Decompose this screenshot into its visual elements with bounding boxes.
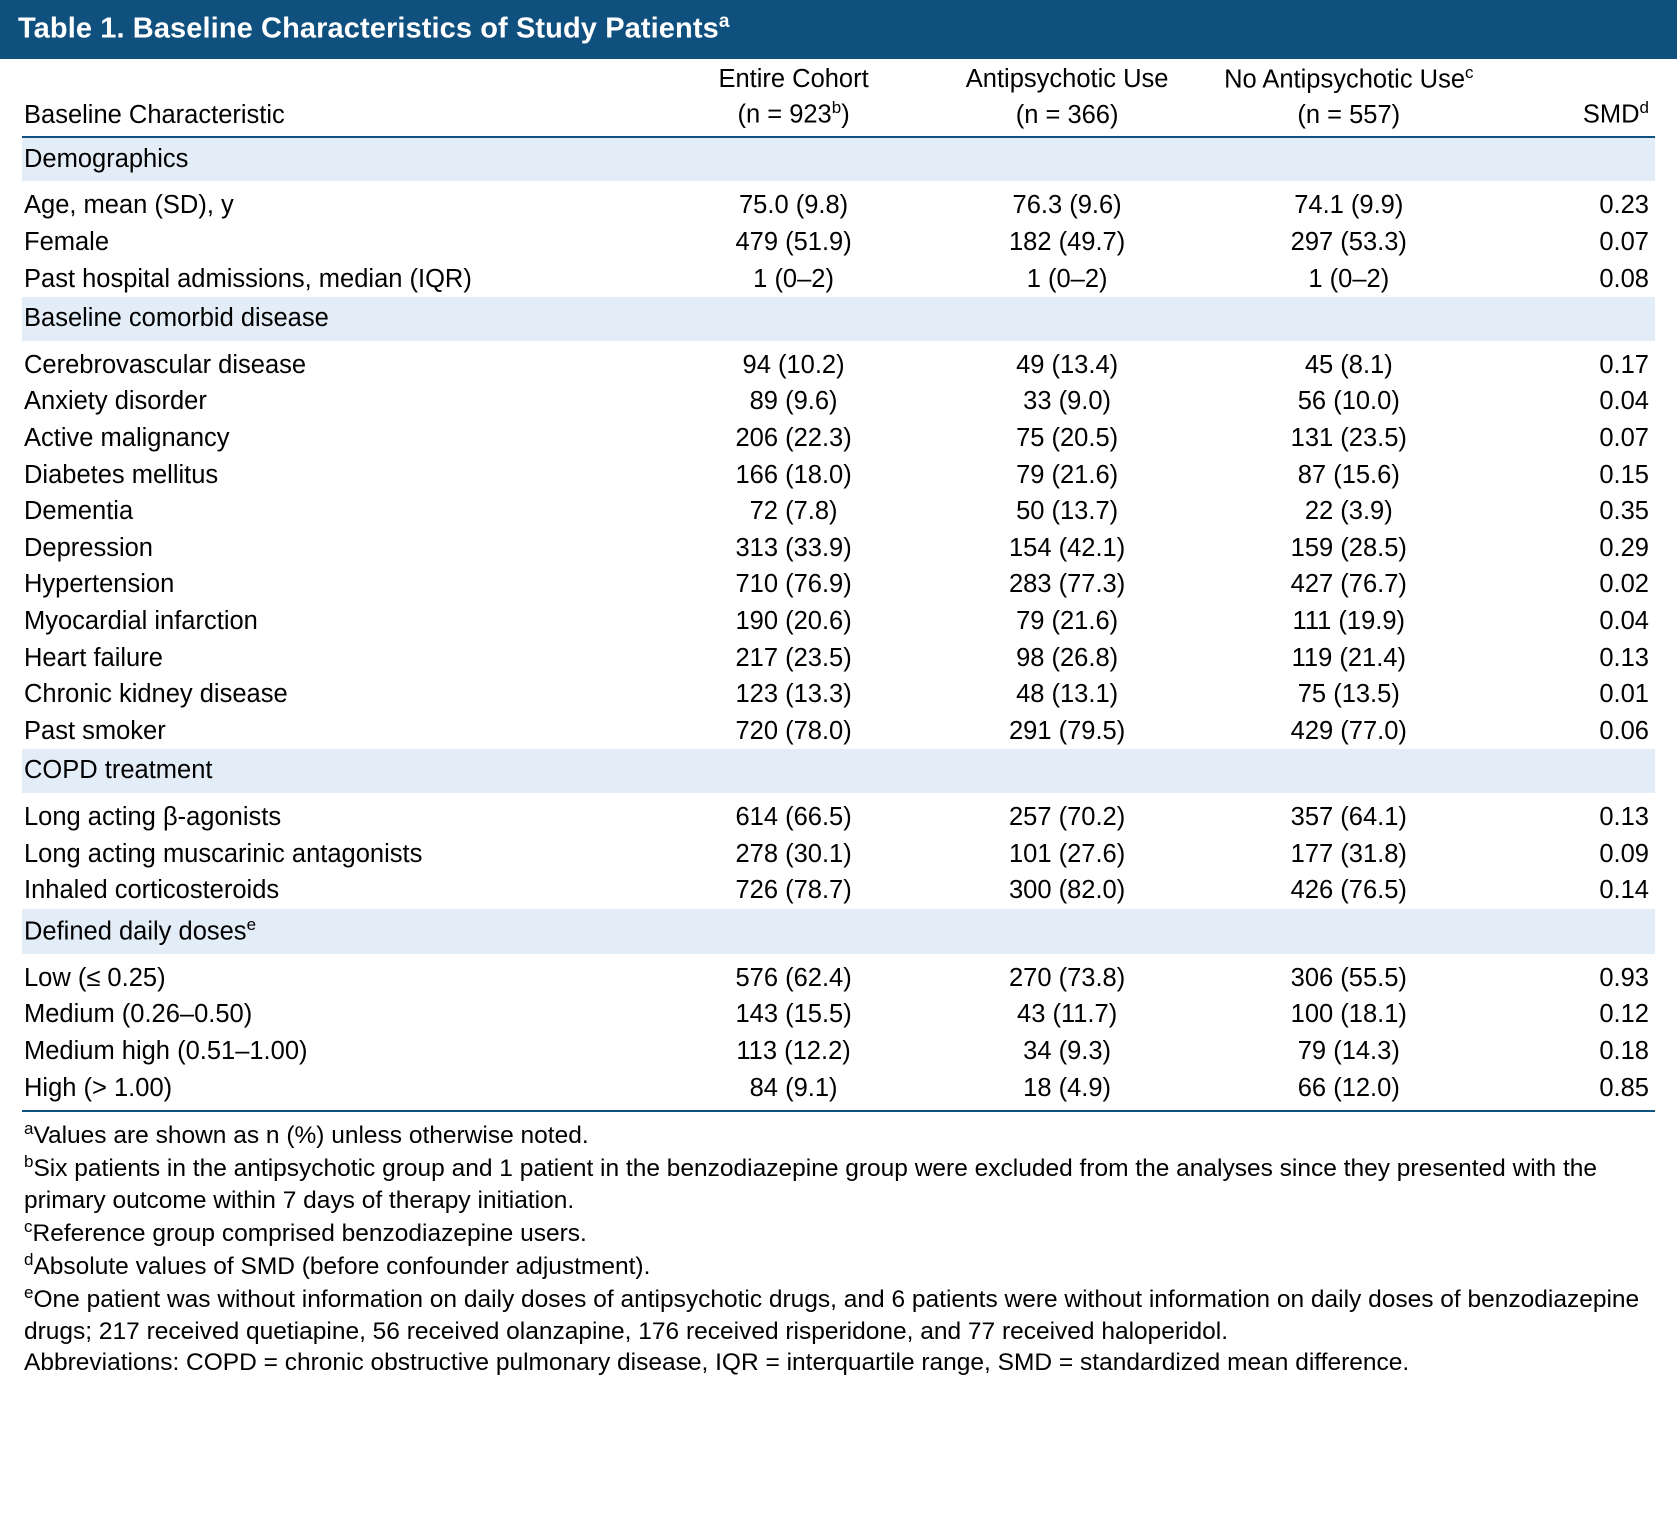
row-entire-cohort: 190 (20.6) (735, 606, 852, 635)
footnote (24, 1151, 1653, 1215)
row-antipsychotic-use: 300 (82.0) (1008, 876, 1126, 905)
footnote-marker: c (24, 1216, 33, 1236)
row-antipsychotic-use: 33 (9.0) (1023, 387, 1112, 416)
row-label: Low (≤ 0.25) (24, 963, 166, 992)
header-smd-sup: d (1639, 98, 1649, 118)
header-blank (22, 59, 659, 95)
row-smd: 0.04 (1599, 387, 1649, 416)
row-entire-cohort: 479 (51.9) (735, 228, 852, 256)
footnote (24, 1347, 1653, 1378)
row-smd: 0.13 (1599, 643, 1649, 672)
row-entire-cohort: 720 (78.0) (735, 716, 852, 745)
row-entire-cohort: 313 (33.9) (735, 533, 852, 562)
row-smd: 0.18 (1599, 1036, 1649, 1065)
row-entire-cohort: 710 (76.9) (735, 570, 852, 599)
header-antipsychotic-use-n: (n = 366) (1015, 100, 1119, 129)
row-smd: 0.93 (1599, 963, 1649, 992)
row-smd: 0.07 (1599, 228, 1649, 256)
row-antipsychotic-use: 154 (42.1) (1008, 533, 1126, 562)
table-section-label-text: Defined daily doses (24, 917, 247, 946)
header-smd-blank (1492, 59, 1655, 95)
row-no-antipsychotic-use: 426 (76.5) (1290, 876, 1407, 905)
row-label: Hypertension (24, 570, 175, 599)
row-entire-cohort: 614 (66.5) (735, 802, 852, 831)
footnote (24, 1249, 1653, 1282)
table-header-row-bottom (22, 94, 1655, 136)
row-label: Dementia (24, 497, 134, 526)
row-entire-cohort: 278 (30.1) (735, 839, 852, 868)
row-smd: 0.04 (1599, 606, 1649, 635)
row-antipsychotic-use: 98 (26.8) (1016, 643, 1119, 672)
table-section-label (22, 137, 1655, 182)
row-label: Female (24, 228, 110, 256)
table-row (22, 383, 1655, 420)
row-smd: 0.14 (1599, 876, 1649, 905)
table-title (0, 0, 1677, 59)
row-antipsychotic-use: 75 (20.5) (1016, 423, 1119, 452)
row-label: Medium (0.26–0.50) (24, 1000, 253, 1029)
row-antipsychotic-use: 76.3 (9.6) (1012, 191, 1122, 220)
row-smd: 0.13 (1599, 802, 1649, 831)
footnote-text: Reference group comprised benzodiazepine users. (32, 1219, 587, 1247)
row-antipsychotic-use: 50 (13.7) (1016, 497, 1119, 526)
table-row (22, 566, 1655, 603)
row-smd: 0.15 (1599, 460, 1649, 489)
table-row (22, 640, 1655, 677)
header-no-antipsychotic-use-text: No Antipsychotic Use (1224, 65, 1466, 94)
table-body (22, 137, 1655, 1106)
table-section-label (22, 297, 1655, 341)
row-label: Age, mean (SD), y (24, 191, 234, 220)
row-antipsychotic-use: 49 (13.4) (1016, 350, 1119, 379)
row-smd: 0.29 (1599, 533, 1649, 562)
table-row (22, 493, 1655, 530)
row-label: Depression (24, 533, 153, 562)
row-antipsychotic-use: 43 (11.7) (1017, 1000, 1118, 1029)
row-smd: 0.06 (1599, 716, 1649, 745)
table-row (22, 261, 1655, 298)
footnote (24, 1216, 1653, 1249)
row-entire-cohort: 1 (0–2) (753, 264, 834, 293)
row-label: Medium high (0.51–1.00) (24, 1036, 308, 1065)
row-smd: 0.85 (1599, 1073, 1649, 1102)
row-entire-cohort: 94 (10.2) (742, 350, 845, 379)
row-label: Inhaled corticosteroids (24, 876, 280, 905)
table-row (22, 836, 1655, 873)
row-label: Diabetes mellitus (24, 460, 219, 489)
row-label: Heart failure (24, 643, 163, 672)
table-row (22, 603, 1655, 640)
row-entire-cohort: 113 (12.2) (736, 1036, 851, 1065)
row-no-antipsychotic-use: 297 (53.3) (1290, 228, 1407, 256)
row-entire-cohort: 726 (78.7) (735, 876, 852, 905)
row-label: Anxiety disorder (24, 387, 207, 416)
table-row (22, 1033, 1655, 1070)
table-row (22, 341, 1655, 384)
row-smd: 0.02 (1599, 570, 1649, 599)
row-smd: 0.12 (1599, 1000, 1649, 1029)
row-no-antipsychotic-use: 119 (21.4) (1291, 643, 1406, 672)
row-label: Past smoker (24, 716, 166, 745)
footnote-marker: d (24, 1250, 34, 1270)
row-label: Long acting β-agonists (24, 802, 282, 831)
row-antipsychotic-use: 34 (9.3) (1023, 1036, 1112, 1065)
row-entire-cohort: 217 (23.5) (735, 643, 852, 672)
row-no-antipsychotic-use: 111 (19.9) (1292, 606, 1406, 635)
row-antipsychotic-use: 1 (0–2) (1026, 264, 1108, 293)
footnote-text: Absolute values of SMD (before confounder adjustment). (33, 1253, 651, 1281)
header-no-antipsychotic-use-n: (n = 557) (1297, 100, 1401, 129)
header-antipsychotic-use-line1: Antipsychotic Use (965, 65, 1169, 94)
row-smd: 0.35 (1599, 497, 1649, 526)
footnote-marker: e (24, 1283, 34, 1303)
header-entire-cohort-n-sup: b (831, 98, 842, 118)
row-smd: 0.17 (1599, 350, 1649, 379)
table-header (22, 59, 1655, 137)
table-section-row (22, 909, 1655, 954)
row-label: Long acting muscarinic antagonists (24, 839, 423, 868)
row-antipsychotic-use: 182 (49.7) (1008, 228, 1126, 256)
row-label: Myocardial infarction (24, 606, 258, 635)
table-footnotes (22, 1112, 1655, 1388)
footnote-text: One patient was without information on daily doses of antipsychotic drugs, and 6 patients were without information on daily doses of benzodiazepine drugs; 217 received quetiapine, 56 received olanzapine, 176 received risperidone, and 77 received haloperidol. (24, 1286, 1640, 1345)
footnote-text: Abbreviations: COPD = chronic obstructive pulmonary disease, IQR = interquartile range, SMD = standardized mean difference. (24, 1348, 1410, 1376)
table-section-label-sup: e (246, 914, 257, 934)
row-entire-cohort: 75.0 (9.8) (739, 191, 849, 220)
table-section-row (22, 137, 1655, 182)
header-entire-cohort-line1: Entire Cohort (718, 65, 869, 94)
row-antipsychotic-use: 79 (21.6) (1016, 460, 1119, 489)
row-antipsychotic-use: 79 (21.6) (1016, 606, 1119, 635)
table-section-row (22, 297, 1655, 341)
header-entire-cohort-n-text: (n = 923 (737, 100, 832, 129)
row-label: Active malignancy (24, 423, 230, 452)
header-smd-text: SMD (1582, 100, 1640, 129)
row-entire-cohort: 123 (13.3) (735, 680, 852, 709)
row-entire-cohort: 84 (9.1) (749, 1073, 838, 1102)
row-label: Past hospital admissions, median (IQR) (24, 264, 472, 293)
baseline-characteristics-table (22, 59, 1655, 1107)
row-no-antipsychotic-use: 75 (13.5) (1297, 680, 1400, 709)
row-entire-cohort: 89 (9.6) (749, 387, 838, 416)
row-no-antipsychotic-use: 1 (0–2) (1308, 264, 1390, 293)
row-no-antipsychotic-use: 429 (77.0) (1290, 716, 1407, 745)
row-entire-cohort: 206 (22.3) (735, 423, 852, 452)
table-row (22, 530, 1655, 567)
row-label: High (> 1.00) (24, 1073, 173, 1102)
footnote-text: Six patients in the antipsychotic group and 1 patient in the benzodiazepine group were excluded from the analyses since they presented with the primary outcome within 7 days of therapy initiation. (24, 1155, 1598, 1214)
table-row (22, 420, 1655, 457)
header-no-antipsychotic-use-line1 (1206, 59, 1492, 95)
table-row (22, 1070, 1655, 1107)
row-no-antipsychotic-use: 45 (8.1) (1304, 350, 1393, 379)
table-section-label-text: COPD treatment (24, 756, 213, 785)
row-smd: 0.01 (1599, 680, 1649, 709)
footnote-text: Values are shown as n (%) unless otherwise noted. (33, 1122, 589, 1150)
row-no-antipsychotic-use: 56 (10.0) (1297, 387, 1400, 416)
row-label: Chronic kidney disease (24, 680, 288, 709)
row-no-antipsychotic-use: 306 (55.5) (1290, 963, 1407, 992)
header-entire-cohort-n-end: ) (841, 100, 850, 129)
footnote (24, 1282, 1653, 1346)
row-entire-cohort: 143 (15.5) (735, 1000, 852, 1029)
row-no-antipsychotic-use: 357 (64.1) (1290, 802, 1407, 831)
row-antipsychotic-use: 291 (79.5) (1008, 716, 1126, 745)
row-entire-cohort: 166 (18.0) (735, 460, 852, 489)
footnote-marker: a (24, 1119, 34, 1139)
table-section-row (22, 749, 1655, 793)
row-antipsychotic-use: 270 (73.8) (1008, 963, 1126, 992)
footnote (24, 1118, 1653, 1151)
row-no-antipsychotic-use: 131 (23.5) (1290, 423, 1407, 452)
row-antipsychotic-use: 101 (27.6) (1008, 839, 1126, 868)
row-no-antipsychotic-use: 100 (18.1) (1290, 1000, 1407, 1029)
table-section-label (22, 909, 1655, 954)
row-smd: 0.09 (1599, 839, 1649, 868)
footnote-marker: b (24, 1152, 34, 1172)
table-row (22, 457, 1655, 494)
row-entire-cohort: 576 (62.4) (735, 963, 852, 992)
row-label: Cerebrovascular disease (24, 350, 307, 379)
table-row (22, 793, 1655, 836)
row-smd: 0.08 (1599, 264, 1649, 293)
table-section-label (22, 749, 1655, 793)
table-title-superscript: a (718, 11, 730, 32)
row-smd: 0.07 (1599, 423, 1649, 452)
table-header-row-top (22, 59, 1655, 95)
row-no-antipsychotic-use: 66 (12.0) (1297, 1073, 1400, 1102)
header-baseline-characteristic: Baseline Characteristic (24, 100, 285, 129)
table-section-label-text: Baseline comorbid disease (24, 304, 329, 333)
header-no-antipsychotic-use-sup: c (1465, 62, 1474, 82)
table-row (22, 676, 1655, 713)
table-row (22, 954, 1655, 997)
table-row (22, 181, 1655, 224)
table-row (22, 713, 1655, 750)
row-antipsychotic-use: 257 (70.2) (1008, 802, 1126, 831)
row-no-antipsychotic-use: 74.1 (9.9) (1294, 191, 1404, 220)
table-section-label-text: Demographics (24, 144, 189, 173)
row-smd: 0.23 (1599, 191, 1649, 220)
table-row (22, 872, 1655, 909)
row-no-antipsychotic-use: 427 (76.7) (1290, 570, 1407, 599)
row-no-antipsychotic-use: 87 (15.6) (1297, 460, 1400, 489)
row-no-antipsychotic-use: 159 (28.5) (1290, 533, 1407, 562)
header-smd (1492, 94, 1655, 136)
table-row (22, 224, 1655, 261)
row-antipsychotic-use: 18 (4.9) (1023, 1073, 1112, 1102)
row-antipsychotic-use: 48 (13.1) (1016, 680, 1119, 709)
table-row (22, 996, 1655, 1033)
row-entire-cohort: 72 (7.8) (749, 497, 838, 526)
header-entire-cohort-n (659, 94, 928, 136)
row-antipsychotic-use: 283 (77.3) (1008, 570, 1126, 599)
row-no-antipsychotic-use: 79 (14.3) (1297, 1036, 1400, 1065)
table-title-text: Table 1. Baseline Characteristics of Study Patients (18, 12, 719, 45)
row-no-antipsychotic-use: 177 (31.8) (1290, 839, 1407, 868)
row-no-antipsychotic-use: 22 (3.9) (1304, 497, 1393, 526)
